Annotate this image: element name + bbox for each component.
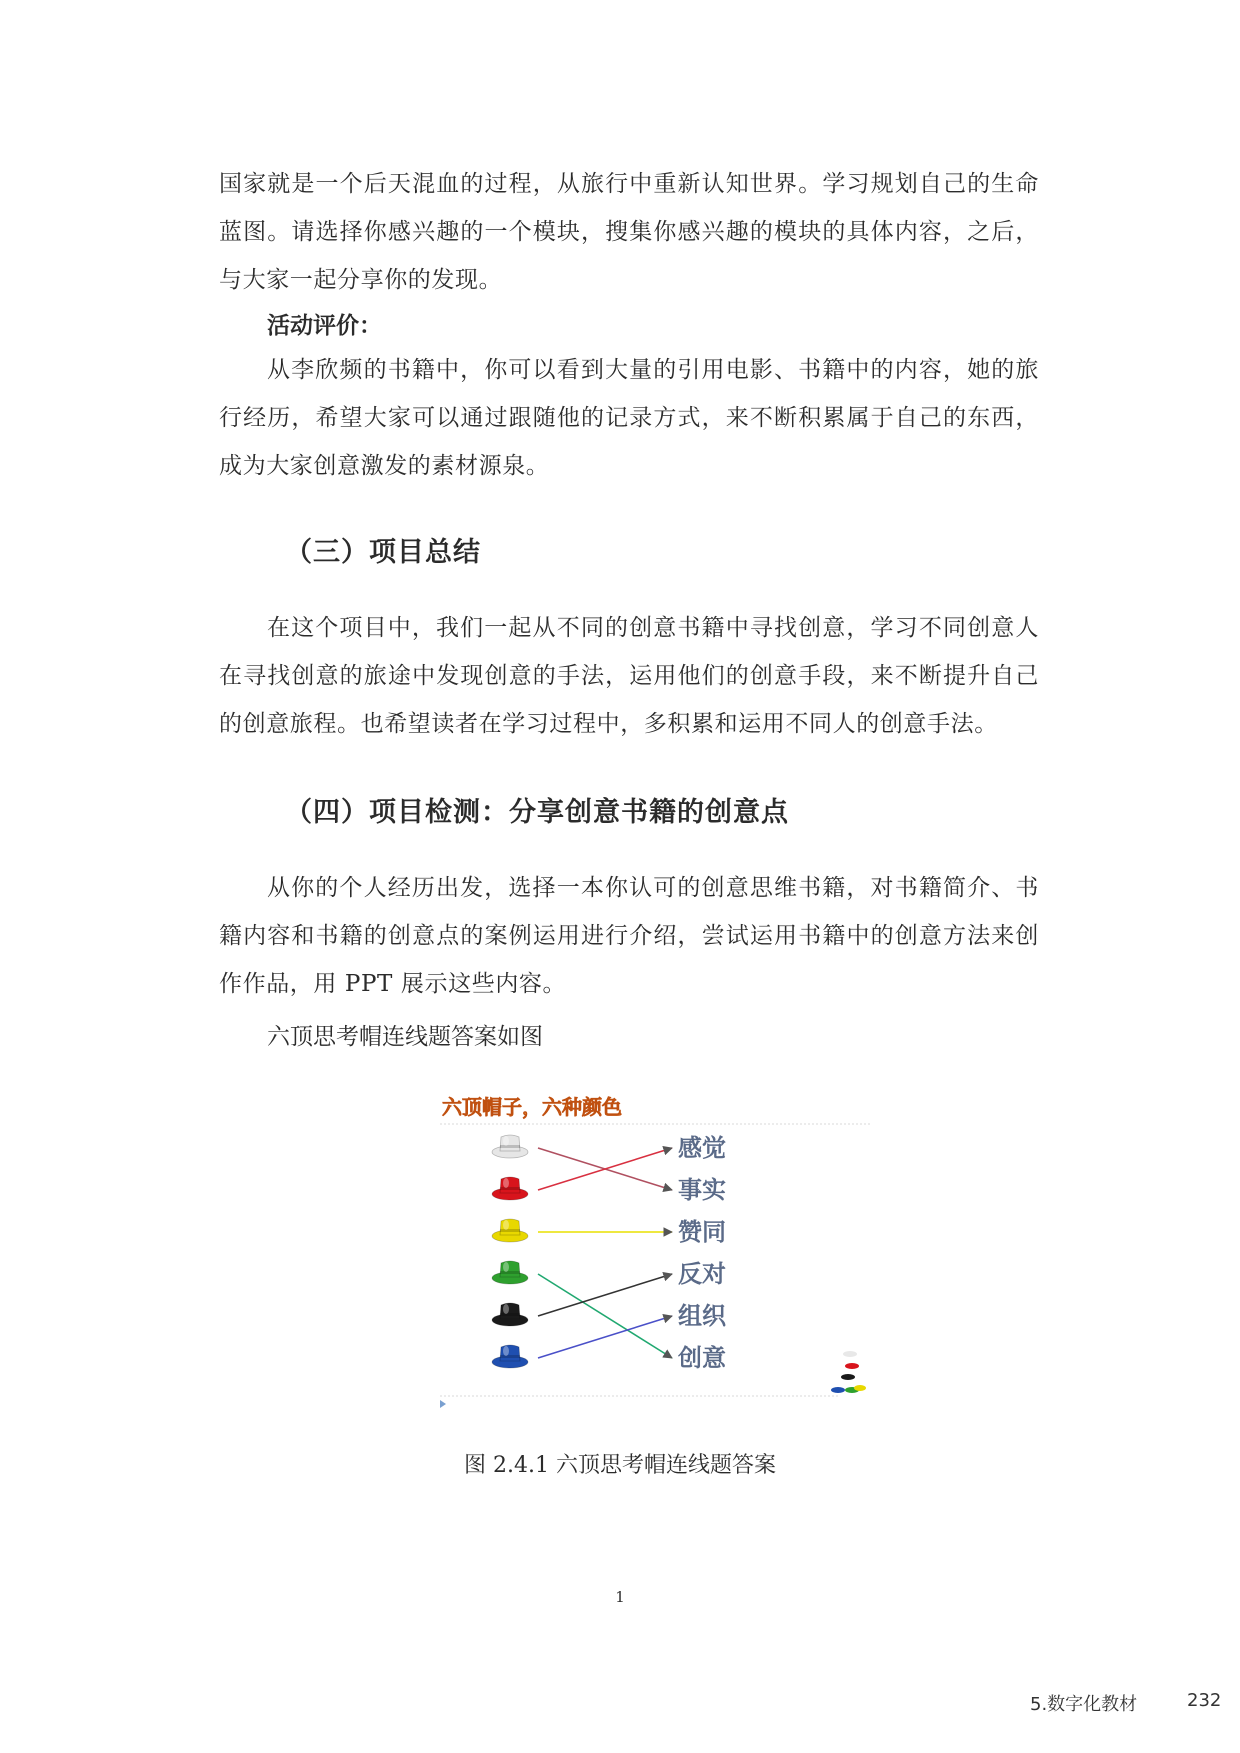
answer-label: 组织 — [678, 1302, 726, 1330]
connector-line-green — [538, 1274, 672, 1358]
yellow-hat-icon — [492, 1219, 528, 1242]
hat-stack-icon — [831, 1351, 866, 1393]
section4-paragraph: 从你的个人经历出发，选择一本你认可的创意思维书籍，对书籍简介、书籍内容和书籍的创意点的案例运用进行介绍，尝试运用书籍中的创意方法来创作作品，用 PPT 展示这些内容。 — [219, 875, 1039, 997]
intro-paragraph: 国家就是一个后天混血的过程，从旅行中重新认知世界。学习规划自己的生命蓝图。请选择你感兴趣的一个模块，搜集你感兴趣的模块的具体内容，之后，与大家一起分享你的发现。 — [219, 171, 1039, 293]
footer-label: 5.数字化教材 — [1030, 1694, 1138, 1715]
section3-paragraph: 在这个项目中，我们一起从不同的创意书籍中寻找创意，学习不同创意人在寻找创意的旅途中发现创意的手法，运用他们的创意手段，来不断提升自己的创意旅程。也希望读者在学习过程中，多积累和运用不同人的创意手法。 — [219, 615, 1039, 737]
answer-label: 反对 — [678, 1260, 726, 1288]
footer-page-number: 232 — [1187, 1690, 1222, 1711]
figure-title: 六顶帽子，六种颜色 — [442, 1095, 622, 1119]
answer-label: 创意 — [678, 1344, 726, 1372]
section4-heading: （四）项目检测：分享创意书籍的创意点 — [285, 797, 789, 828]
answer-label: 事实 — [678, 1176, 726, 1204]
answer-label: 赞同 — [678, 1218, 726, 1246]
evaluation-label: 活动评价： — [267, 313, 382, 339]
six-hats-figure — [430, 1090, 890, 1420]
connector-line-black — [538, 1274, 672, 1316]
blue-hat-icon — [492, 1345, 528, 1368]
section3-heading: （三）项目总结 — [285, 537, 481, 568]
green-hat-icon — [492, 1261, 528, 1284]
red-hat-icon — [492, 1177, 528, 1200]
answer-intro: 六顶思考帽连线题答案如图 — [267, 1024, 543, 1050]
evaluation-paragraph: 从李欣频的书籍中，你可以看到大量的引用电影、书籍中的内容，她的旅行经历，希望大家可以通过跟随他的记录方式，来不断积累属于自己的东西，成为大家创意激发的素材源泉。 — [219, 357, 1039, 479]
white-hat-icon — [492, 1135, 528, 1158]
corner-arrow-icon — [440, 1400, 446, 1408]
figure-caption: 图 2.4.1 六顶思考帽连线题答案 — [464, 1453, 776, 1478]
answer-label: 感觉 — [678, 1134, 726, 1162]
page-number: 1 — [615, 1588, 625, 1606]
black-hat-icon — [492, 1303, 528, 1326]
connector-line-blue — [538, 1316, 672, 1358]
